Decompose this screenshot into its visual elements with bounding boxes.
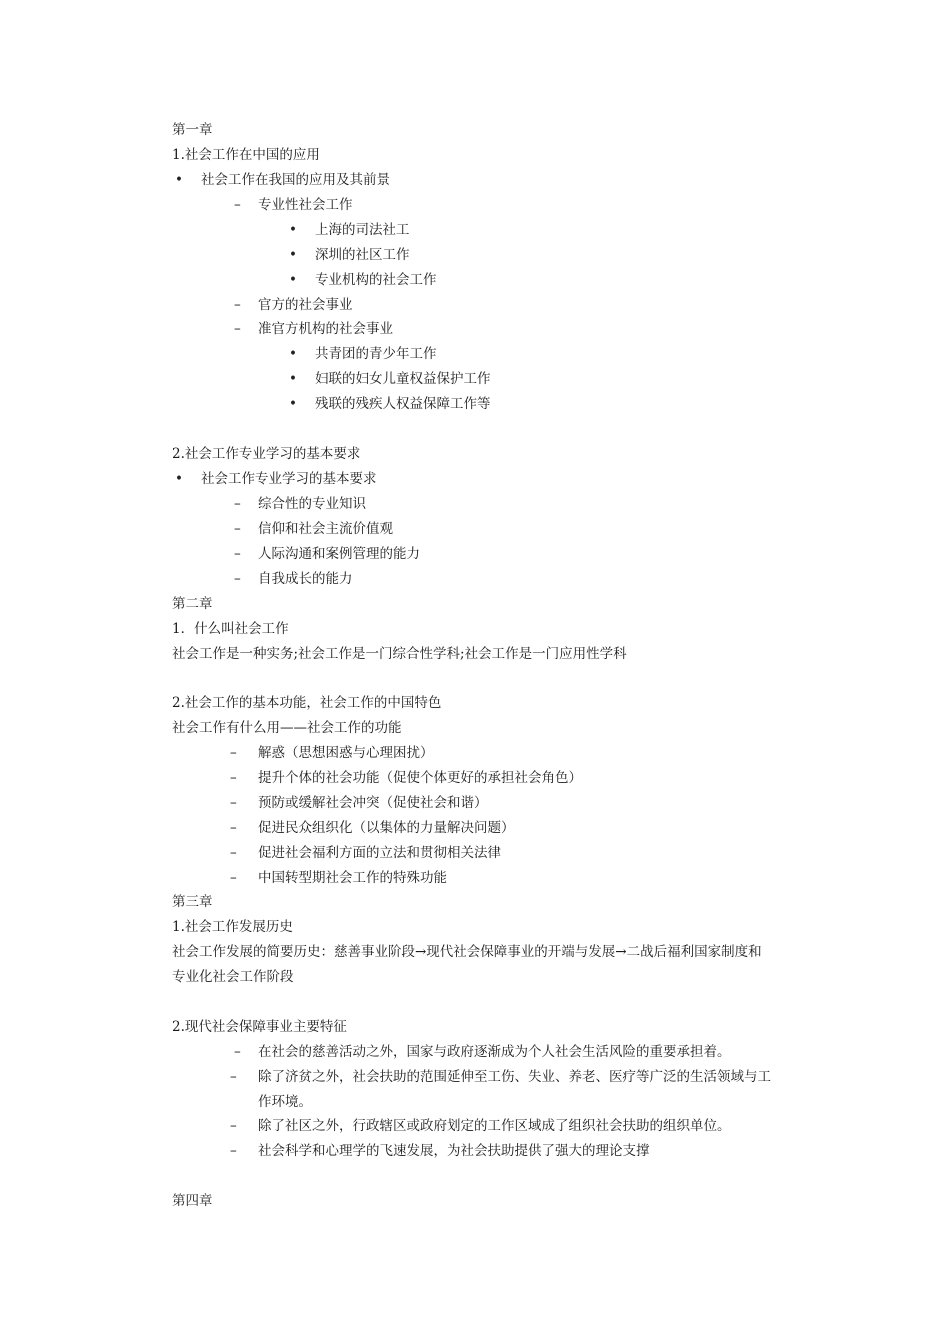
bullet-marker: • (175, 471, 183, 487)
list-item: 除了社区之外，行政辖区或政府划定的工作区域成了组织社会扶助的组织单位。 (258, 1118, 731, 1134)
list-item: 中国转型期社会工作的特殊功能 (258, 870, 447, 886)
list-item: 提升个体的社会功能（促使个体更好的承担社会角色） (258, 770, 582, 786)
paragraph-line: 社会工作发展的简要历史：慈善事业阶段→现代社会保障事业的开端与发展→二战后福利国家制度和 (172, 944, 762, 960)
list-item: 共青团的青少年工作 (315, 346, 437, 362)
chapter-2-heading: 第二章 (172, 596, 213, 612)
dash-marker: – (230, 870, 237, 886)
list-item: 专业性社会工作 (258, 197, 353, 213)
dash-marker: – (230, 1143, 237, 1159)
bullet-marker: • (289, 222, 297, 238)
list-item: 人际沟通和案例管理的能力 (258, 546, 420, 562)
list-item: 促进社会福利方面的立法和贯彻相关法律 (258, 845, 501, 861)
chapter-4-heading: 第四章 (172, 1193, 213, 1209)
dash-marker: – (230, 1069, 237, 1085)
list-item: 在社会的慈善活动之外，国家与政府逐渐成为个人社会生活风险的重要承担着。 (258, 1044, 731, 1060)
list-item: 信仰和社会主流价值观 (258, 521, 393, 537)
section-2-2-title: 2.社会工作的基本功能，社会工作的中国特色 (172, 695, 442, 711)
list-item: 社会科学和心理学的飞速发展，为社会扶助提供了强大的理论支撑 (258, 1143, 650, 1159)
bullet-marker: • (289, 247, 297, 263)
bullet-marker: • (289, 346, 297, 362)
chapter-3-heading: 第三章 (172, 894, 213, 910)
list-item: 社会工作专业学习的基本要求 (201, 471, 377, 487)
dash-marker: – (234, 496, 241, 512)
dash-marker: – (230, 795, 237, 811)
dash-marker: – (234, 197, 241, 213)
dash-marker: – (234, 1044, 241, 1060)
list-item: 社会工作在我国的应用及其前景 (201, 172, 390, 188)
dash-marker: – (234, 546, 241, 562)
bullet-marker: • (289, 371, 297, 387)
chapter-1-heading: 第一章 (172, 122, 213, 138)
section-2-1-title: 1．什么叫社会工作 (172, 621, 289, 637)
bullet-marker: • (289, 396, 297, 412)
list-item: 解惑（思想困惑与心理困扰） (258, 745, 434, 761)
section-1-2-title: 2.社会工作专业学习的基本要求 (172, 446, 361, 462)
section-3-2-title: 2.现代社会保障事业主要特征 (172, 1019, 347, 1035)
dash-marker: – (234, 297, 241, 313)
list-item: 除了济贫之外，社会扶助的范围延伸至工伤、失业、养老、医疗等广泛的生活领域与工 (258, 1069, 771, 1085)
dash-marker: – (234, 521, 241, 537)
dash-marker: – (230, 845, 237, 861)
dash-marker: – (230, 770, 237, 786)
dash-marker: – (230, 745, 237, 761)
dash-marker: – (230, 820, 237, 836)
list-item-continuation: 作环境。 (258, 1094, 312, 1110)
bullet-marker: • (175, 172, 183, 188)
paragraph: 社会工作有什么用——社会工作的功能 (172, 720, 402, 736)
list-item: 官方的社会事业 (258, 297, 353, 313)
list-item: 上海的司法社工 (315, 222, 410, 238)
list-item: 专业机构的社会工作 (315, 272, 437, 288)
list-item: 综合性的专业知识 (258, 496, 366, 512)
section-1-1-title: 1.社会工作在中国的应用 (172, 147, 320, 163)
list-item: 妇联的妇女儿童权益保护工作 (315, 371, 491, 387)
paragraph-line: 专业化社会工作阶段 (172, 969, 294, 985)
list-item: 准官方机构的社会事业 (258, 321, 393, 337)
bullet-marker: • (289, 272, 297, 288)
dash-marker: – (234, 571, 241, 587)
list-item: 自我成长的能力 (258, 571, 353, 587)
list-item: 深圳的社区工作 (315, 247, 410, 263)
list-item: 预防或缓解社会冲突（促使社会和谐） (258, 795, 488, 811)
paragraph: 社会工作是一种实务;社会工作是一门综合性学科;社会工作是一门应用性学科 (172, 646, 627, 662)
dash-marker: – (234, 321, 241, 337)
list-item: 促进民众组织化（以集体的力量解决问题） (258, 820, 515, 836)
section-3-1-title: 1.社会工作发展历史 (172, 919, 293, 935)
list-item: 残联的残疾人权益保障工作等 (315, 396, 491, 412)
dash-marker: – (230, 1118, 237, 1134)
